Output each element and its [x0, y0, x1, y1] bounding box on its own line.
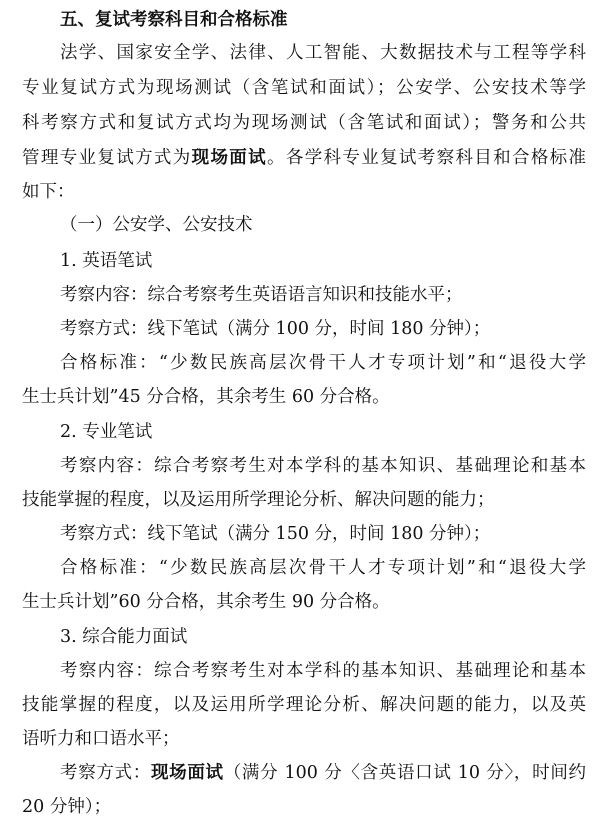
major-exam-method: 考察方式：线下笔试（满分 150 分，时间 180 分钟）；	[60, 524, 491, 544]
interview-emphasis-onsite-interview: 现场面试	[150, 763, 224, 783]
interview-content-line-3: 语听力和口语水平；	[22, 729, 180, 749]
intro-line-4-text: 管理专业复试方式为	[22, 148, 192, 168]
interview-content-line-2: 技能掌握的程度，以及运用所学理论分析、解决问题的能力，以及英	[22, 695, 586, 715]
english-exam-title: 1. 英语笔试	[60, 251, 153, 271]
intro-line-4	[22, 147, 586, 169]
interview-title: 3. 综合能力面试	[60, 627, 188, 647]
major-exam-standard-line-2: 生士兵计划”60 分合格，其余考生 90 分合格。	[22, 592, 390, 612]
interview-method-label: 考察方式：	[60, 763, 151, 783]
intro-line-3: 科考察方式和复试方式均为现场测试（含笔试和面试）；警务和公共	[22, 113, 586, 133]
major-exam-standard-line-1: 合格标准：“少数民族高层次骨干人才专项计划”和“退役大学	[60, 558, 586, 578]
subsection-title: （一）公安学、公安技术	[60, 215, 253, 235]
english-exam-content: 考察内容：综合考察考生英语语言知识和技能水平；	[60, 285, 463, 305]
intro-line-2: 专业复试方式为现场测试（含笔试和面试）；公安学、公安技术等学	[22, 78, 586, 98]
major-exam-content-line-2: 技能掌握的程度，以及运用所学理论分析、解决问题的能力；	[22, 490, 495, 510]
major-exam-title: 2. 专业笔试	[60, 422, 153, 442]
intro-emphasis-onsite-interview: 现场面试	[191, 148, 267, 168]
intro-line-5: 如下：	[22, 182, 75, 202]
section-title: 五、复试考察科目和合格标准	[60, 10, 288, 30]
english-exam-method: 考察方式：线下笔试（满分 100 分，时间 180 分钟）；	[60, 319, 491, 339]
english-exam-standard-line-1: 合格标准：“少数民族高层次骨干人才专项计划”和“退役大学	[60, 353, 586, 373]
intro-line-1: 法学、国家安全学、法律、人工智能、大数据技术与工程等学科	[60, 43, 586, 63]
interview-method-line-2: 20 分钟）；	[22, 797, 112, 817]
interview-content-line-1: 考察内容：综合考察考生对本学科的基本知识、基础理论和基本	[60, 661, 586, 681]
english-exam-standard-line-2: 生士兵计划”45 分合格，其余考生 60 分合格。	[22, 387, 390, 407]
interview-method-detail: （满分 100 分〈含英语口试 10 分〉，时间约	[223, 763, 587, 783]
intro-line-4-tail: 。各学科专业复试考察科目和合格标准	[267, 148, 587, 168]
interview-method-line-1	[60, 762, 586, 784]
major-exam-content-line-1: 考察内容：综合考察考生对本学科的基本知识、基础理论和基本	[60, 456, 586, 476]
